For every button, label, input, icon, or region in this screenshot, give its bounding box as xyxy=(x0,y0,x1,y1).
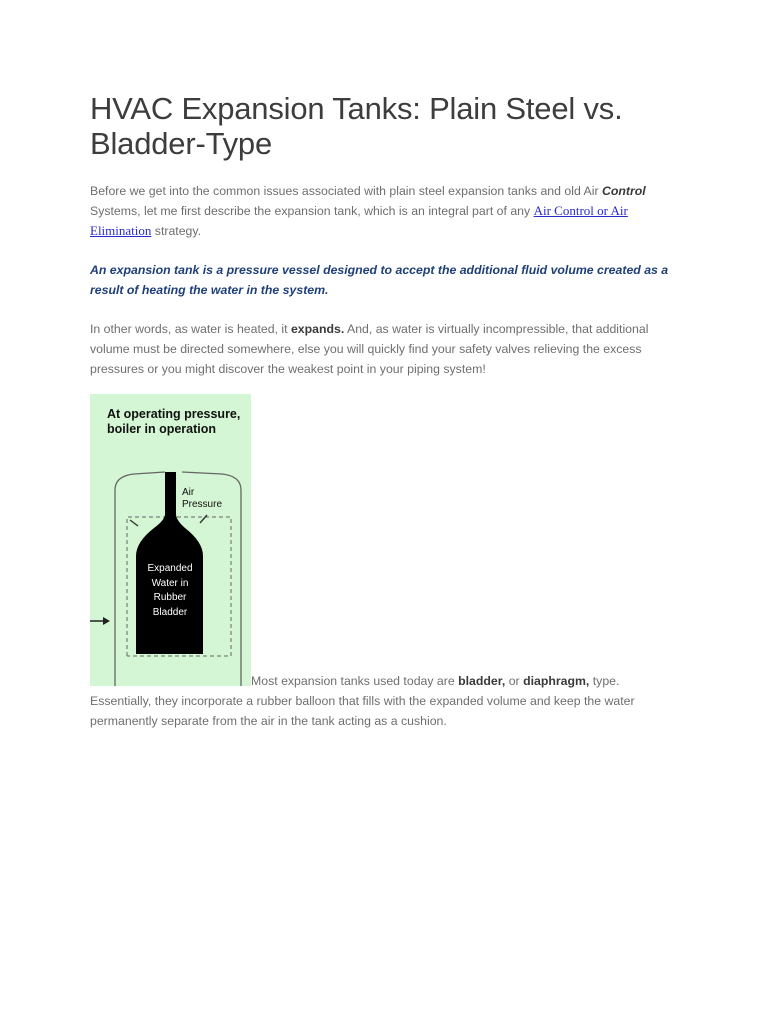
explanation-text-1: In other words, as water is heated, it xyxy=(90,322,291,336)
air-control-link[interactable]: Air Control or Air Elimination xyxy=(90,203,628,238)
air-label-line-2: Pressure xyxy=(182,499,223,510)
explanation-text-2: And, as water is virtually incompressible, that additional volume must be directed somewhere, else you will quickly find your safety valves relieving the excess pressures or you might discover the weakest point in your piping system! xyxy=(90,322,649,376)
intro-emphasis: Control xyxy=(601,184,646,198)
bladder-label-line-2: Water in xyxy=(151,578,189,589)
diagram-heading-line-1: At operating pressure, xyxy=(107,407,241,421)
bladder-label-line-1: Expanded xyxy=(147,563,193,574)
air-label-line-1: Air xyxy=(182,487,195,498)
intro-text-1: Before we get into the common issues associated with plain steel expansion tanks and old Air xyxy=(90,184,602,198)
bladder-label-line-4: Bladder xyxy=(152,607,188,618)
explanation-paragraph xyxy=(90,319,680,379)
bladder-label-line-3: Rubber xyxy=(153,592,187,603)
intro-paragraph xyxy=(90,181,680,241)
diaphragm-emphasis: diaphragm, xyxy=(523,674,590,688)
article-title: HVAC Expansion Tanks: Plain Steel vs. Bladder-Type xyxy=(90,91,623,161)
explanation-emphasis: expands. xyxy=(290,322,345,336)
definition-paragraph: An expansion tank is a pressure vessel designed to accept the additional fluid volume created as a result of heating the water in the system. xyxy=(90,263,669,297)
diagram-heading-line-2: boiler in operation xyxy=(107,422,217,436)
bladder-text-3: type. Essentially, they incorporate a rubber balloon that fills with the expanded volume and keep the water permanently separate from the air in the tank acting as a cushion. xyxy=(90,674,635,728)
bladder-text-2: or xyxy=(505,674,524,688)
bladder-paragraph xyxy=(90,671,680,731)
bladder-text-1: Most expansion tanks used today are xyxy=(251,674,459,688)
expansion-tank-diagram xyxy=(90,394,251,686)
intro-text-3: strategy. xyxy=(151,224,202,238)
figure-anchor xyxy=(90,394,251,686)
intro-text-2: Systems, let me first describe the expansion tank, which is an integral part of any xyxy=(90,204,534,218)
bladder-emphasis: bladder, xyxy=(458,674,506,688)
